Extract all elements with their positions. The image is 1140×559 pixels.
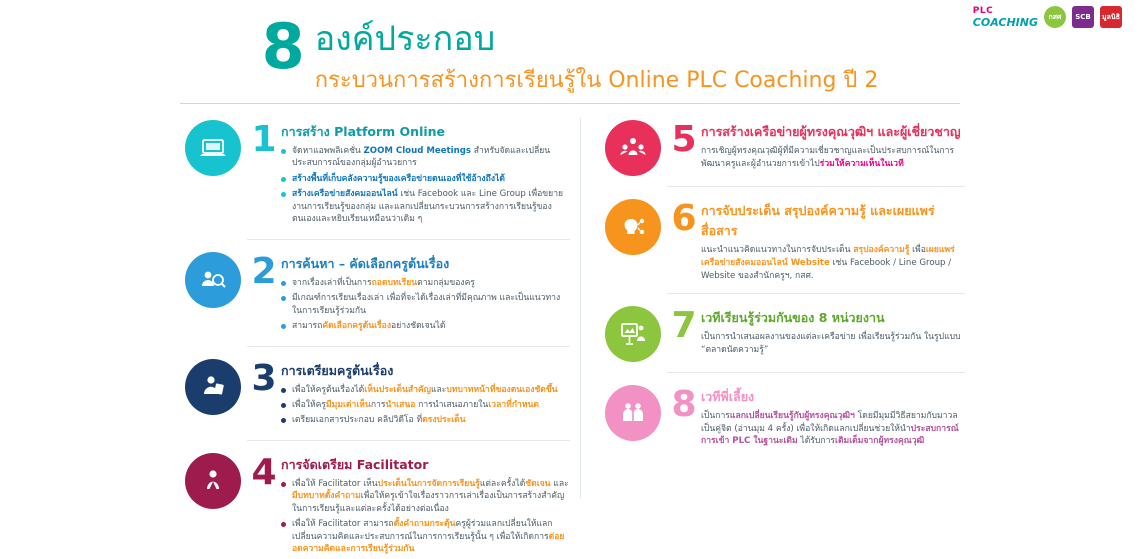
content-columns bbox=[185, 118, 975, 555]
item-title-1: การสร้าง Platform Online bbox=[281, 124, 446, 139]
brain-share-icon bbox=[605, 199, 661, 255]
item-number-4: 4 bbox=[251, 451, 277, 493]
header-divider bbox=[180, 103, 960, 104]
page-subtitle: กระบวนการสร้างการเรียนรู้ใน Online PLC Coaching ปี 2 bbox=[314, 67, 879, 93]
header-number: 8 bbox=[261, 10, 305, 83]
bullet: มีเกณฑ์การเรียนเรื่องเล่า เพื่อที่จะได้เรื่องเล่าที่มีคุณภาพ และเป็นแนวทางในการเรียนรู้ร่วมกัน bbox=[281, 292, 570, 317]
component-item-3[interactable] bbox=[185, 357, 570, 430]
plc-logo-line1: PLC bbox=[972, 5, 994, 16]
bullet: เพื่อให้ Facilitator สามารถตั้งคำถามกระตุ้นครูผู้ร่วมแลกเปลี่ยนให้แลกเปลี่ยนความคิดและประสบการณ์ในการการเรียนรู้นั้น ๆ เพื่อให้เกิดการต่อยอดความคิดและการเรียนรู้ร่วมกัน bbox=[281, 518, 570, 555]
right-column bbox=[580, 118, 975, 498]
component-item-5[interactable] bbox=[605, 118, 965, 176]
bullet: จากเรื่องเล่าที่เป็นการถอดบทเรียนตามกลุ่มของครู bbox=[281, 277, 570, 289]
item-number-6: 6 bbox=[671, 198, 697, 239]
item-bullets-3 bbox=[281, 384, 570, 427]
item-divider bbox=[247, 239, 570, 240]
component-item-1[interactable] bbox=[185, 118, 570, 229]
teacher-icon bbox=[185, 359, 241, 415]
item-title-6: การจับประเด็น สรุปองค์ความรู้ และเผยแพร่สื่อสาร bbox=[701, 203, 935, 238]
item-number-8: 8 bbox=[671, 383, 697, 425]
network-icon bbox=[605, 120, 661, 176]
item-divider bbox=[247, 440, 570, 441]
people-search-icon bbox=[185, 252, 241, 308]
item-divider bbox=[667, 293, 965, 294]
item-text-8: เป็นการแลกเปลี่ยนเรียนรู้กับผู้ทรงคุณวุฒิฯ โดยมีมุมมีวิธีสยามกับมาวลเป็นคู่จิต (อ่านมุม 4 ครั้ง) เพื่อให้เกิดแลกเปลี่ยนช่วยให้นำประสบการณ์การเข้า PLC ในฐานะเดิม ได้รับการเติมเต็มจากผู้ทรงคุณวุฒิ bbox=[701, 410, 959, 447]
facilitator-icon bbox=[185, 453, 241, 509]
left-column bbox=[185, 118, 580, 555]
bullet: สร้างเครือข่ายสังคมออนไลน์ เช่น Facebook และ Line Group เพื่อขยายงานการเรียนรู้ของกลุ่ม และแลกเปลี่ยนกระบวนการสร้างการเรียนรู้ของตนเองและหยิบเรียนเหมือนว่าเดิม ๆ bbox=[281, 188, 570, 225]
red-logo: มูลนิธิ bbox=[1100, 6, 1122, 28]
item-title-3: การเตรียมครูต้นเรื่อง bbox=[281, 362, 394, 378]
item-text-6: แนะนำแนวคิดแนวทางในการจับประเด็น สรุปองค์ความรู้ เพื่อเผยแพร่เครือข่ายสังคมออนไลน์ Website เช่น Facebook / Line Group / Website ของสำนักครูฯ, กสศ. bbox=[701, 245, 955, 281]
component-item-8[interactable] bbox=[605, 383, 965, 449]
mentor-icon bbox=[605, 385, 661, 441]
item-divider bbox=[247, 346, 570, 347]
component-item-4[interactable] bbox=[185, 451, 570, 559]
presentation-icon bbox=[605, 306, 661, 362]
laptop-icon bbox=[185, 120, 241, 176]
item-divider bbox=[667, 372, 965, 373]
scb-logo: SCB bbox=[1072, 6, 1094, 28]
page-title: องค์ประกอบ bbox=[314, 19, 496, 59]
item-bullets-1 bbox=[281, 145, 570, 226]
bullet: เตรียมเอกสารประกอบ คลิปวิดีโอ ที่ตรงประเด็น bbox=[281, 414, 570, 426]
item-bullets-4 bbox=[281, 478, 570, 556]
item-title-2: การค้นหา – คัดเลือกครูต้นเรื่อง bbox=[281, 255, 450, 271]
item-text-7: เป็นการนำเสนอผลงานของแต่ละเครือข่าย เพื่อเรียนรู้ร่วมกัน ในรูปแบบ “ตลาดนัดความรู้” bbox=[701, 331, 961, 355]
component-item-2[interactable] bbox=[185, 250, 570, 336]
component-item-6[interactable] bbox=[605, 197, 965, 283]
bullet: สร้างพื้นที่เก็บคลังความรู้ของเครือข่ายตนเองที่ใช้อ้างถึงได้ bbox=[281, 173, 570, 185]
plc-logo-line2: COACHING bbox=[972, 15, 1038, 29]
item-text-5: การเชิญผู้ทรงคุณวุฒิผู้ที่มีความเชี่ยวชาญและเป็นประสบการณ์ในการพัฒนาครูและผู้อำนวยการเข้าไปร่วมให้ความเห็นในเวที bbox=[701, 146, 955, 169]
bullet: เพื่อให้ครูต้นเรื่องได้เห็นประเด็นสำคัญและบทบาทหน้าที่ของตนเองชัดขึ้น bbox=[281, 384, 570, 396]
item-title-8: เวทีพี่เลี้ยง bbox=[701, 388, 755, 404]
item-number-1: 1 bbox=[251, 119, 277, 160]
bullet: เพื่อให้ Facilitator เห็นประเด็นในการจัดการเรียนรู้แต่ละครั้งได้ชัดเจน และมีบทบาทตั้งคำถามเพื่อให้ครูเข้าใจเรื่องราวการเล่าเรื่องเป็นการสร้างสำคัญในการเรียนรู้และแต่ละครั้งได้อย่างต่อเนื่อง bbox=[281, 478, 570, 515]
item-title-4: การจัดเตรียม Facilitator bbox=[281, 456, 429, 472]
bullet: เพื่อให้ครูมีมุมเต่าเห็นการนำเสนอ การนำเสนอภายในเวลาที่กำหนด bbox=[281, 399, 570, 411]
item-number-2: 2 bbox=[251, 250, 277, 292]
bullet: จัดหาแอพพลิเคชั่น ZOOM Cloud Meetings สำหรับจัดและเปลี่ยนประสบการณ์ของกลุ่มผู้อำนวยการ bbox=[281, 145, 570, 170]
green-circle-logo: กสศ bbox=[1044, 6, 1066, 28]
item-number-7: 7 bbox=[671, 304, 697, 346]
item-title-7: เวทีเรียนรู้ร่วมกันของ 8 หน่วยงาน bbox=[701, 309, 885, 325]
bullet: สามารถคัดเลือกครูต้นเรื่องอย่างชัดเจนได้ bbox=[281, 320, 570, 332]
item-number-3: 3 bbox=[251, 357, 277, 399]
item-bullets-2 bbox=[281, 277, 570, 333]
item-number-5: 5 bbox=[671, 119, 697, 160]
item-title-5: การสร้างเครือข่ายผู้ทรงคุณวุฒิฯ และผู้เชี่ยวชาญ bbox=[701, 124, 961, 139]
item-divider bbox=[667, 186, 965, 187]
component-item-7[interactable] bbox=[605, 304, 965, 362]
